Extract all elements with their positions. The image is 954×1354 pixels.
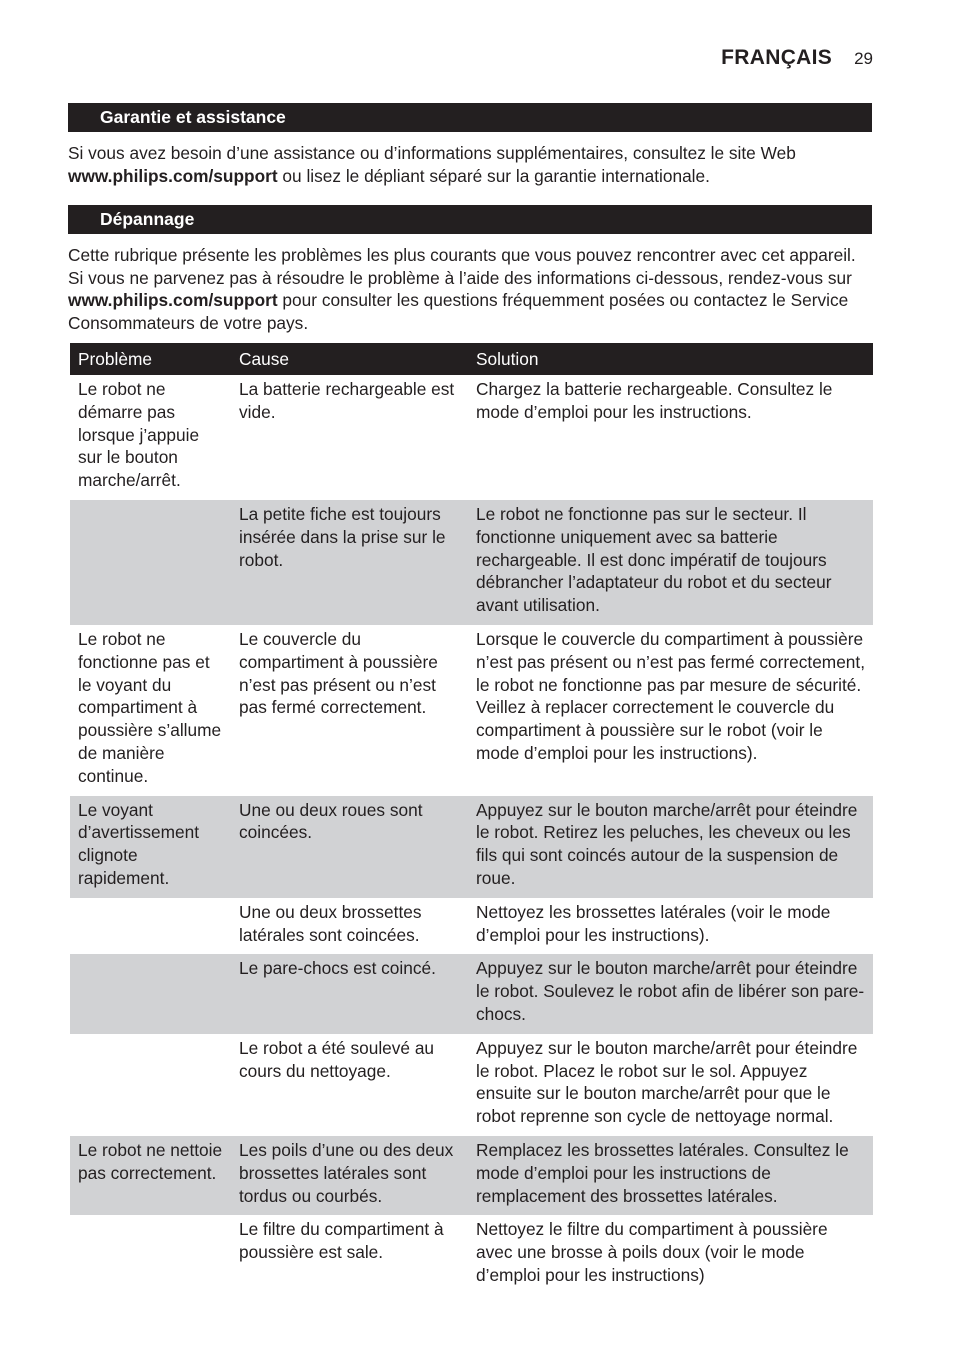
cell-solution: Appuyez sur le bouton marche/arrêt pour éteindre le robot. Retirez les peluches, les cheveux ou les fils qui sont coincés autour de la suspension de roue. bbox=[468, 796, 873, 898]
page-header bbox=[721, 46, 873, 70]
cell-solution: Nettoyez les brossettes latérales (voir le mode d’emploi pour les instructions). bbox=[476, 901, 831, 945]
cell-cause: Le couvercle du compartiment à poussière n’est pas présent ou n’est pas fermé correctement. bbox=[239, 628, 438, 718]
header-solution: Solution bbox=[468, 343, 873, 375]
header-problem: Problème bbox=[70, 343, 231, 375]
cell-solution: Remplacez les brossettes latérales. Consultez le mode d’emploi pour les instructions de remplacement des brossettes latérales. bbox=[468, 1136, 873, 1215]
cell-problem: Le robot ne fonctionne pas et le voyant du compartiment à poussière s’allume de manière continue. bbox=[78, 628, 222, 786]
section-title-troubleshooting: Dépannage bbox=[68, 205, 872, 234]
cell-cause: Le robot a été soulevé au cours du nettoyage. bbox=[239, 1037, 435, 1081]
table-row bbox=[70, 1034, 873, 1136]
cell-problem bbox=[70, 1215, 231, 1294]
cell-cause: Les poils d’une ou des deux brossettes latérales sont tordus ou courbés. bbox=[231, 1136, 468, 1215]
cell-solution: Chargez la batterie rechargeable. Consultez le mode d’emploi pour les instructions. bbox=[476, 379, 833, 422]
table-row bbox=[70, 375, 873, 500]
intro-text-before: Cette rubrique présente les problèmes les plus courants que vous pouvez rencontrer avec cet appareil. Si vous ne parvenez pas à résoudre le problème à l’aide des informations ci-dessous, rendez-vous sur bbox=[68, 245, 856, 288]
cell-solution: Le robot ne fonctionne pas sur le secteur. Il fonctionne uniquement avec sa batterie rechargeable. Il est donc impératif de toujours débrancher l’adaptateur du robot et du secteur avant utilisation. bbox=[468, 500, 873, 625]
table-row bbox=[70, 625, 873, 796]
cell-problem bbox=[70, 500, 231, 625]
cell-solution: Appuyez sur le bouton marche/arrêt pour éteindre le robot. Placez le robot sur le sol. Appuyez ensuite sur le bouton marche/arrêt pour que le robot reprenne son cycle de nettoyage normal. bbox=[476, 1037, 858, 1127]
table-row bbox=[70, 796, 873, 898]
cell-problem bbox=[70, 898, 231, 955]
warranty-paragraph bbox=[68, 142, 874, 187]
table-row bbox=[70, 500, 873, 625]
table-row bbox=[70, 1136, 873, 1215]
troubleshooting-intro bbox=[68, 244, 874, 335]
table-row bbox=[70, 1215, 873, 1294]
table-row bbox=[70, 898, 873, 955]
cell-cause: La batterie rechargeable est vide. bbox=[239, 379, 455, 422]
intro-text-after: pour consulter les questions fréquemment posées ou contactez le Service Consommateurs de votre pays. bbox=[68, 290, 849, 334]
table-row bbox=[70, 954, 873, 1033]
cell-cause: Une ou deux roues sont coincées. bbox=[231, 796, 468, 898]
intro-support-link[interactable]: www.philips.com/support bbox=[68, 290, 278, 311]
cell-solution: Appuyez sur le bouton marche/arrêt pour éteindre le robot. Soulevez le robot afin de libérer son pare-chocs. bbox=[468, 954, 873, 1033]
troubleshooting-table bbox=[70, 343, 873, 1295]
page-number: 29 bbox=[854, 49, 873, 68]
cell-cause: Une ou deux brossettes latérales sont coincées. bbox=[239, 901, 422, 945]
warranty-text-after: ou lisez le dépliant séparé sur la garantie internationale. bbox=[277, 165, 710, 186]
cell-problem bbox=[70, 1034, 231, 1136]
warranty-text-before: Si vous avez besoin d’une assistance ou d’informations supplémentaires, consultez le site Web bbox=[68, 143, 796, 163]
cell-problem: Le robot ne démarre pas lorsque j’appuie sur le bouton marche/arrêt. bbox=[78, 379, 200, 491]
cell-solution: Nettoyez le filtre du compartiment à poussière avec une brosse à poils doux (voir le mode d’emploi pour les instructions) bbox=[476, 1219, 828, 1285]
section-title-warranty: Garantie et assistance bbox=[68, 103, 872, 132]
cell-cause: La petite fiche est toujours insérée dans la prise sur le robot. bbox=[231, 500, 468, 625]
header-cause: Cause bbox=[231, 343, 468, 375]
cell-problem: Le voyant d’avertissement clignote rapidement. bbox=[70, 796, 231, 898]
language-label: FRANÇAIS bbox=[721, 46, 833, 69]
cell-problem: Le robot ne nettoie pas correctement. bbox=[70, 1136, 231, 1215]
cell-cause: Le pare-chocs est coincé. bbox=[231, 954, 468, 1033]
cell-solution: Lorsque le couvercle du compartiment à poussière n’est pas présent ou n’est pas fermé correctement, le robot ne fonctionne pas par mesure de sécurité. Veillez à replacer correctement le couvercle du compartiment à poussière sur le robot (voir le mode d’emploi pour les instructions). bbox=[476, 628, 866, 763]
cell-cause: Le filtre du compartiment à poussière est sale. bbox=[239, 1219, 444, 1263]
table-header-row bbox=[70, 343, 873, 375]
warranty-support-link[interactable]: www.philips.com/support bbox=[68, 165, 278, 186]
cell-problem bbox=[70, 954, 231, 1033]
